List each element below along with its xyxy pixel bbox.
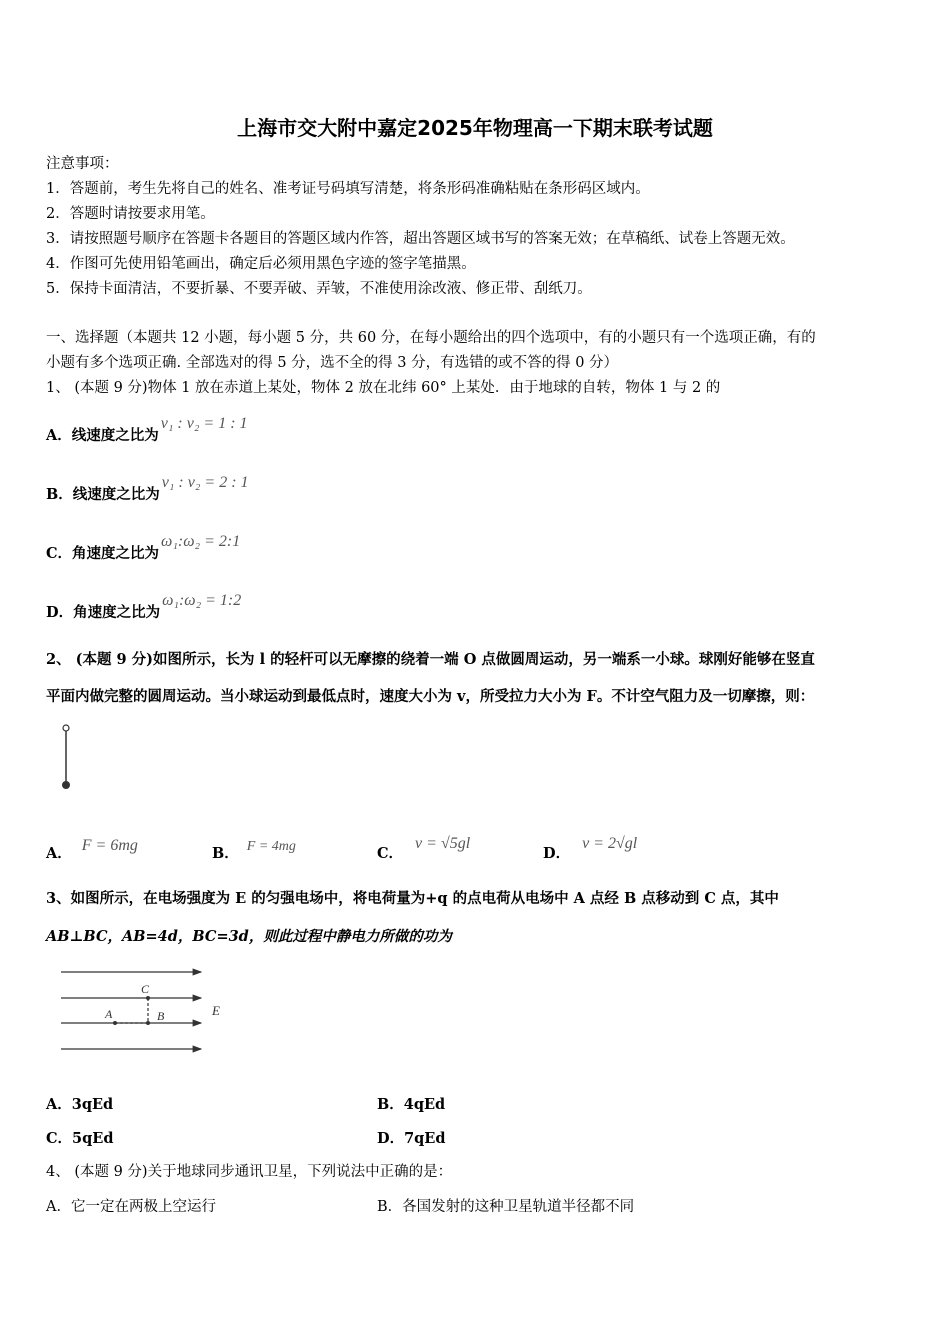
point-a bbox=[113, 1021, 117, 1025]
q3-field-figure bbox=[55, 960, 235, 1064]
point-b bbox=[146, 1021, 150, 1025]
q3-option-d: D．7qEd bbox=[377, 1130, 446, 1147]
q1-option-d-formula: ω₁:ω₂ = 1:2 bbox=[162, 592, 242, 609]
q1-option-a-formula: v₁ : v₂ = 1 : 1 bbox=[160, 415, 248, 432]
q3-option-a: A．3qEd bbox=[46, 1096, 114, 1113]
q2-option-b-label: B． bbox=[212, 845, 239, 862]
q1-option-c-formula: ω₁:ω₂ = 2:1 bbox=[161, 533, 241, 550]
label-a: A bbox=[105, 1007, 113, 1021]
q4-stem: 4、 (本题 9 分)关于地球同步通讯卫星，下列说法中正确的是： bbox=[46, 1164, 453, 1180]
q2-option-a bbox=[46, 837, 138, 863]
section-heading-line2: 小题有多个选项正确. 全部选对的得 5 分，选不全的得 3 分，有选错的或不答的得 0 分） bbox=[46, 355, 619, 371]
notes-item: 2．答题时请按要求用笔。 bbox=[46, 206, 215, 222]
q2-option-d bbox=[543, 835, 638, 863]
label-e: E bbox=[212, 1003, 220, 1018]
notes-item: 1．答题前，考生先将自己的姓名、准考证号码填写清楚，将条形码准确粘贴在条形码区域内。 bbox=[46, 181, 650, 197]
q3-stem-line1: 3、如图所示，在电场强度为 E 的匀强电场中，将电荷量为+q 的点电荷从电场中 A 点经 B 点移动到 C 点，其中 bbox=[46, 890, 779, 907]
notes-item: 5．保持卡面清洁，不要折暴、不要弄破、弄皱，不准使用涂改液、修正带、刮纸刀。 bbox=[46, 281, 592, 297]
q2-option-c-label: C． bbox=[377, 845, 404, 862]
q1-option-a bbox=[46, 415, 248, 445]
q2-option-d-label: D． bbox=[543, 845, 571, 862]
notes-heading: 注意事项： bbox=[46, 156, 119, 172]
pivot-o-icon bbox=[63, 725, 69, 731]
q1-option-b-formula: v₁ : v₂ = 2 : 1 bbox=[161, 474, 249, 491]
q2-option-c-formula: v = √5gl bbox=[415, 835, 471, 852]
q1-option-a-label: A．线速度之比为 bbox=[46, 427, 159, 444]
notes-item: 3．请按照题号顺序在答题卡各题目的答题区域内作答，超出答题区域书写的答案无效；在草稿纸、试卷上答题无效。 bbox=[46, 231, 795, 247]
q2-stem-line2: 平面内做完整的圆周运动。当小球运动到最低点时，速度大小为 v，所受拉力大小为 F。不计空气阻力及一切摩擦，则： bbox=[46, 688, 815, 705]
q2-option-b bbox=[212, 839, 296, 863]
q2-pendulum-figure bbox=[55, 722, 79, 794]
q4-option-a: A．它一定在两极上空运行 bbox=[46, 1199, 216, 1215]
q2-stem-line1: 2、 (本题 9 分)如图所示，长为 l 的轻杆可以无摩擦的绕着一端 O 点做圆周运动，另一端系一小球。球刚好能够在竖直 bbox=[46, 651, 815, 668]
point-c bbox=[146, 996, 150, 1000]
label-b: B bbox=[157, 1009, 165, 1023]
q1-option-c bbox=[46, 533, 241, 563]
q2-option-a-formula: F = 6mg bbox=[81, 837, 138, 854]
q1-option-c-label: C．角速度之比为 bbox=[46, 545, 160, 562]
ball-icon bbox=[62, 781, 70, 789]
section-heading-line1: 一、选择题（本题共 12 小题，每小题 5 分，共 60 分，在每小题给出的四个选项中，有的小题只有一个选项正确，有的 bbox=[46, 330, 816, 346]
q1-option-b-label: B．线速度之比为 bbox=[46, 486, 160, 503]
label-c: C bbox=[141, 982, 150, 996]
q2-option-c bbox=[377, 835, 471, 863]
q1-stem: 1、 (本题 9 分)物体 1 放在赤道上某处，物体 2 放在北纬 60° 上某处．由于地球的自转，物体 1 与 2 的 bbox=[46, 380, 721, 396]
q3-option-c: C．5qEd bbox=[46, 1130, 114, 1147]
q3-option-b: B．4qEd bbox=[377, 1096, 446, 1113]
page-title: 上海市交大附中嘉定2025年物理高一下期末联考试题 bbox=[237, 116, 713, 140]
q4-option-b: B．各国发射的这种卫星轨道半径都不同 bbox=[377, 1199, 635, 1215]
q1-option-d bbox=[46, 592, 242, 622]
q3-stem-line2: AB⊥BC，AB=4d，BC=3d，则此过程中静电力所做的功为 bbox=[46, 928, 452, 945]
q2-option-d-formula: v = 2√gl bbox=[582, 835, 638, 852]
q2-option-a-label: A． bbox=[46, 845, 72, 862]
q2-option-b-formula: F = 4mg bbox=[246, 839, 296, 854]
q1-option-b bbox=[46, 474, 249, 504]
q1-option-d-label: D．角速度之比为 bbox=[46, 604, 161, 621]
notes-item: 4．作图可先使用铅笔画出，确定后必须用黑色字迹的签字笔描黑。 bbox=[46, 256, 476, 272]
